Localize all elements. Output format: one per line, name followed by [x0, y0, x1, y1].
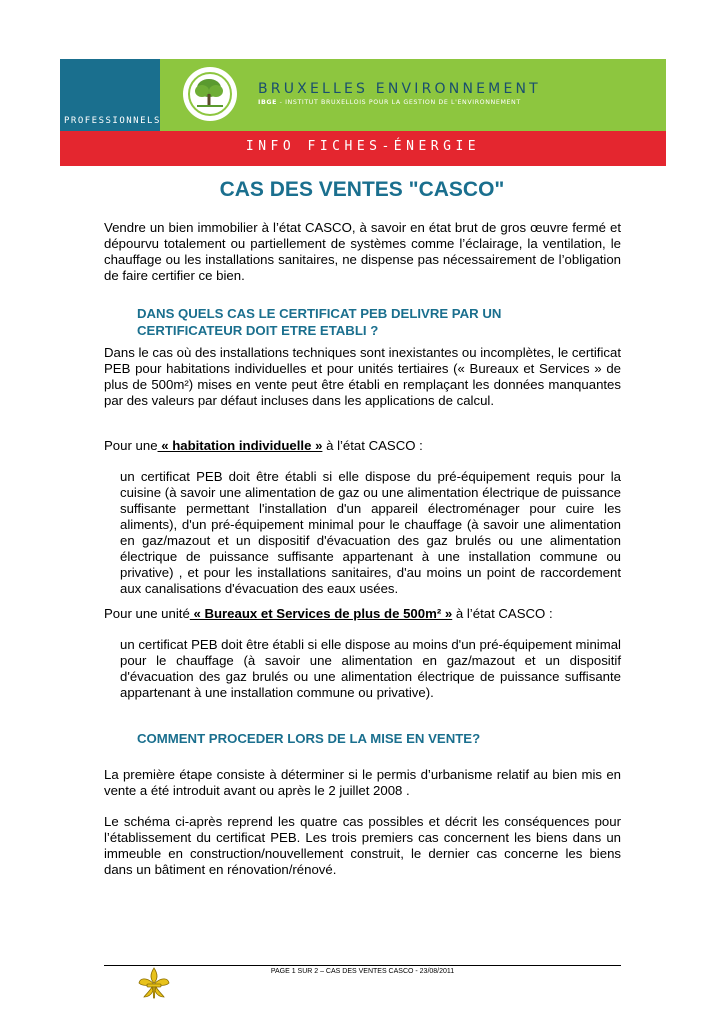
section-label: PROFESSIONNELS: [64, 116, 161, 126]
p4-prefix: Pour une unité: [104, 606, 190, 621]
series-title: INFO FICHES-ÉNERGIE: [245, 139, 481, 154]
section2-heading: COMMENT PROCEDER LORS DE LA MISE EN VENTE?: [137, 731, 481, 746]
tree-logo-icon: [183, 67, 237, 121]
brand-subtitle: [258, 99, 521, 106]
section1-heading: DANS QUELS CAS LE CERTIFICAT PEB DELIVRE PAR UN CERTIFICATEUR DOIT ETRE ETABLI ?: [137, 306, 502, 338]
section1-paragraph-5: un certificat PEB doit être établi si elle dispose au moins d'un pré-équipement minimal pour le chauffage (à savoir une alimentation en gaz/mazout et un dispositif d'évacuation des gaz brulés ou une alimentation électrique de puissance suffisante appartenant à une installation commune ou privative).: [120, 637, 621, 700]
section1-paragraph-3: un certificat PEB doit être établi si elle dispose du pré-équipement requis pour la cuisine (à savoir une alimentation de gaz ou une alimentation électrique de puissance suffisante permettant l'installation d'un appareil électroménager pour cuire les aliments), d'un pré-équipement minimal pour le chauffage (à savoir une alimentation en gaz/mazout et un dispositif d'évacuation des gaz brulés ou une alimentation électrique de puissance suffisante appartenant à une installation commune ou privative) , et pour les installations sanitaires, d'au moins un point de raccordement aux canalisations d'évacuation des eaux usées.: [120, 469, 621, 596]
section1-paragraph-1: Dans le cas où des installations techniques sont inexistantes ou incomplètes, le certificat PEB pour habitations individuelles et pour unités tertiaires (« Bureaux et Services » de plus de 500m²) mises en vente peut être établi en remplaçant les données manquantes par des valeurs par défaut incluses dans les applications de calcul.: [104, 345, 621, 408]
section1-paragraph-2: [104, 438, 621, 454]
footer-text: PAGE 1 SUR 2 – CAS DES VENTES CASCO - 23/08/2011: [270, 968, 455, 975]
section2-paragraph-2: Le schéma ci-après reprend les quatre cas possibles et décrit les conséquences pour l’établissement du certificat PEB. Les trois premiers cas concernent les biens dans un immeuble en construction/nouvellement construit, le dernier cas concerne les biens dans un bâtiment en rénovation/rénové.: [104, 814, 621, 877]
intro-paragraph: Vendre un bien immobilier à l’état CASCO, à savoir en état brut de gros œuvre fermé et dépourvu totalement ou partiellement de systèmes comme l’éclairage, la ventilation, le chauffage ou les installations sanitaires, ne dispense pas nécessairement de l’obligation de faire certifier ce bien.: [104, 220, 621, 283]
p2-suffix: à l’état CASCO :: [322, 438, 423, 453]
brand-acronym: IBGE: [258, 99, 278, 106]
p2-emphasis: « habitation individuelle »: [157, 438, 323, 453]
brand-institute: - INSTITUT BRUXELLOIS POUR LA GESTION DE L'ENVIRONNEMENT: [277, 99, 521, 106]
brand-name: BRUXELLES ENVIRONNEMENT: [258, 81, 541, 97]
p2-prefix: Pour une: [104, 438, 158, 453]
footer-rule: [104, 965, 621, 966]
p4-suffix: à l’état CASCO :: [452, 606, 553, 621]
page-title: CAS DES VENTES "CASCO": [219, 178, 505, 201]
iris-logo-icon: [136, 966, 172, 1000]
header-banner: [60, 59, 666, 166]
section2-paragraph-1: La première étape consiste à déterminer si le permis d’urbanisme relatif au bien mis en vente a été introduit avant ou après le 2 juillet 2008 .: [104, 767, 621, 798]
p4-emphasis: « Bureaux et Services de plus de 500m² »: [189, 606, 453, 621]
section1-paragraph-4: [104, 606, 621, 622]
